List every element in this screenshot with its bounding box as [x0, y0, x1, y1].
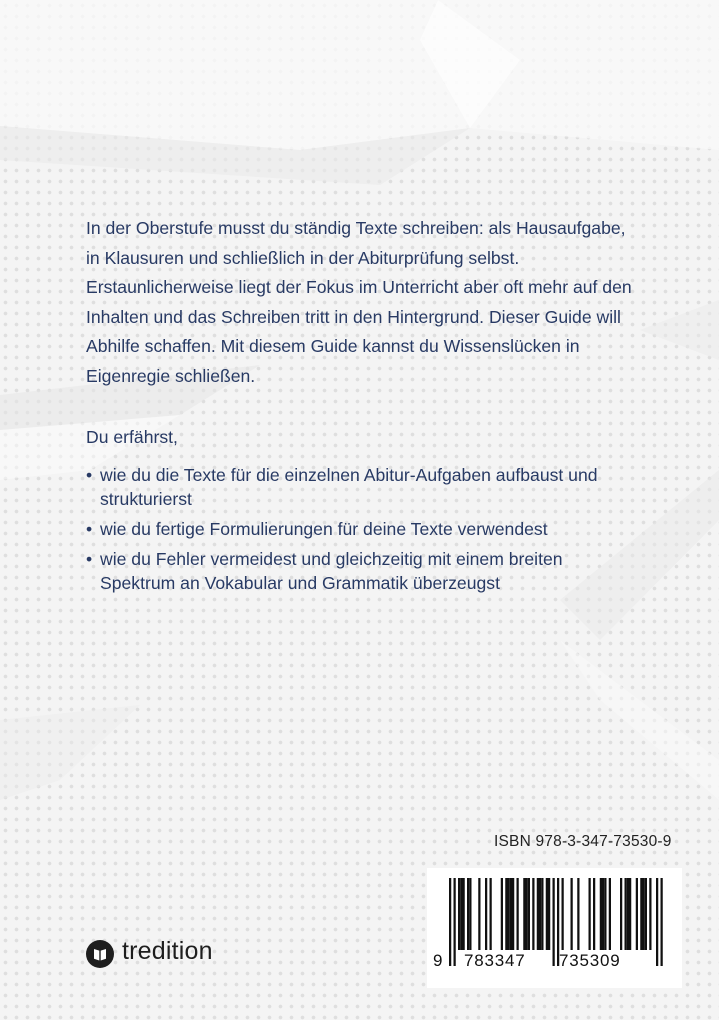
barcode-bar: [562, 878, 564, 950]
barcode-bar: [537, 878, 539, 950]
barcode-bar: [505, 878, 507, 950]
benefit-line: wie du Fehler vermeidest und gleichzeitig mit einem breiten: [100, 548, 563, 569]
bullet-icon: •: [86, 464, 93, 485]
barcode-right-digits: 735309: [559, 951, 621, 970]
barcode-bar: [539, 878, 541, 950]
barcode-bar: [625, 878, 627, 950]
blurb-lead: Du erfährst,: [86, 427, 178, 447]
barcode-bar: [548, 878, 550, 950]
barcode-bar: [490, 878, 492, 950]
barcode: [427, 868, 682, 988]
publisher-name: tredition: [122, 937, 213, 965]
barcode-bar: [640, 878, 642, 950]
barcode-bar: [577, 878, 579, 950]
blurb-line: In der Oberstufe musst du ständig Texte schreiben: als Hausaufgabe,: [86, 218, 626, 238]
barcode-bar: [523, 878, 525, 950]
barcode-bar: [458, 878, 460, 950]
barcode-bar: [508, 878, 510, 950]
barcode-bar: [649, 878, 651, 950]
benefit-line: wie du die Texte für die einzelnen Abitur-Aufgaben aufbaust und: [100, 464, 598, 485]
benefit-item: [86, 463, 666, 511]
barcode-bar: [463, 878, 465, 950]
barcode-bar: [510, 878, 512, 950]
barcode-bar: [620, 878, 622, 950]
barcode-bar: [643, 878, 645, 950]
barcode-bar: [593, 878, 595, 950]
barcode-first-digit: 9: [433, 951, 443, 970]
barcode-bar: [528, 878, 530, 950]
barcode-bar: [478, 878, 480, 950]
barcode-bar: [636, 878, 638, 950]
barcode-bar: [627, 878, 629, 950]
benefit-line: strukturierst: [100, 488, 192, 509]
bullet-icon: •: [86, 518, 93, 539]
isbn-number: ISBN 978-3-347-73530-9: [494, 833, 672, 850]
benefit-line: wie du fertige Formulierungen für deine Texte verwendest: [100, 518, 548, 539]
blurb-line: Erstaunlicherweise liegt der Fokus im Unterricht aber oft mehr auf den: [86, 277, 632, 297]
barcode-digits: [427, 951, 682, 981]
barcode-bar: [460, 878, 462, 950]
barcode-bar: [629, 878, 631, 950]
benefit-item: [86, 547, 666, 595]
blurb-paragraph: [86, 214, 666, 391]
benefit-list: [86, 463, 666, 595]
barcode-bar: [604, 878, 606, 950]
blurb-text: [86, 214, 666, 601]
barcode-left-digits: 783347: [464, 951, 526, 970]
barcode-bar: [600, 878, 602, 950]
barcode-bar: [501, 878, 503, 950]
barcode-bar: [602, 878, 604, 950]
barcode-bar: [526, 878, 528, 950]
barcode-bar: [532, 878, 534, 950]
blurb-line: Inhalten und das Schreiben tritt in den Hintergrund. Dieser Guide will: [86, 306, 621, 327]
barcode-bar: [485, 878, 487, 950]
blurb-line: in Klausuren und schließlich in der Abiturprüfung selbst.: [86, 247, 520, 268]
barcode-bar: [609, 878, 611, 950]
barcode-bar: [517, 878, 519, 950]
benefit-line: Spektrum an Vokabular und Grammatik überzeugst: [100, 572, 500, 593]
barcode-bar: [645, 878, 647, 950]
benefit-item: [86, 517, 666, 541]
barcode-bar: [469, 878, 471, 950]
barcode-bar: [541, 878, 543, 950]
blurb-line: Eigenregie schließen.: [86, 365, 256, 386]
bullet-icon: •: [86, 548, 93, 569]
tredition-book-icon: [86, 940, 114, 968]
barcode-bar: [589, 878, 591, 950]
barcode-bar: [546, 878, 548, 950]
barcode-bar: [571, 878, 573, 950]
blurb-line: Abhilfe schaffen. Mit diesem Guide kannst du Wissenslücken in: [86, 336, 580, 356]
barcode-bar: [512, 878, 514, 950]
barcode-bar: [467, 878, 469, 950]
